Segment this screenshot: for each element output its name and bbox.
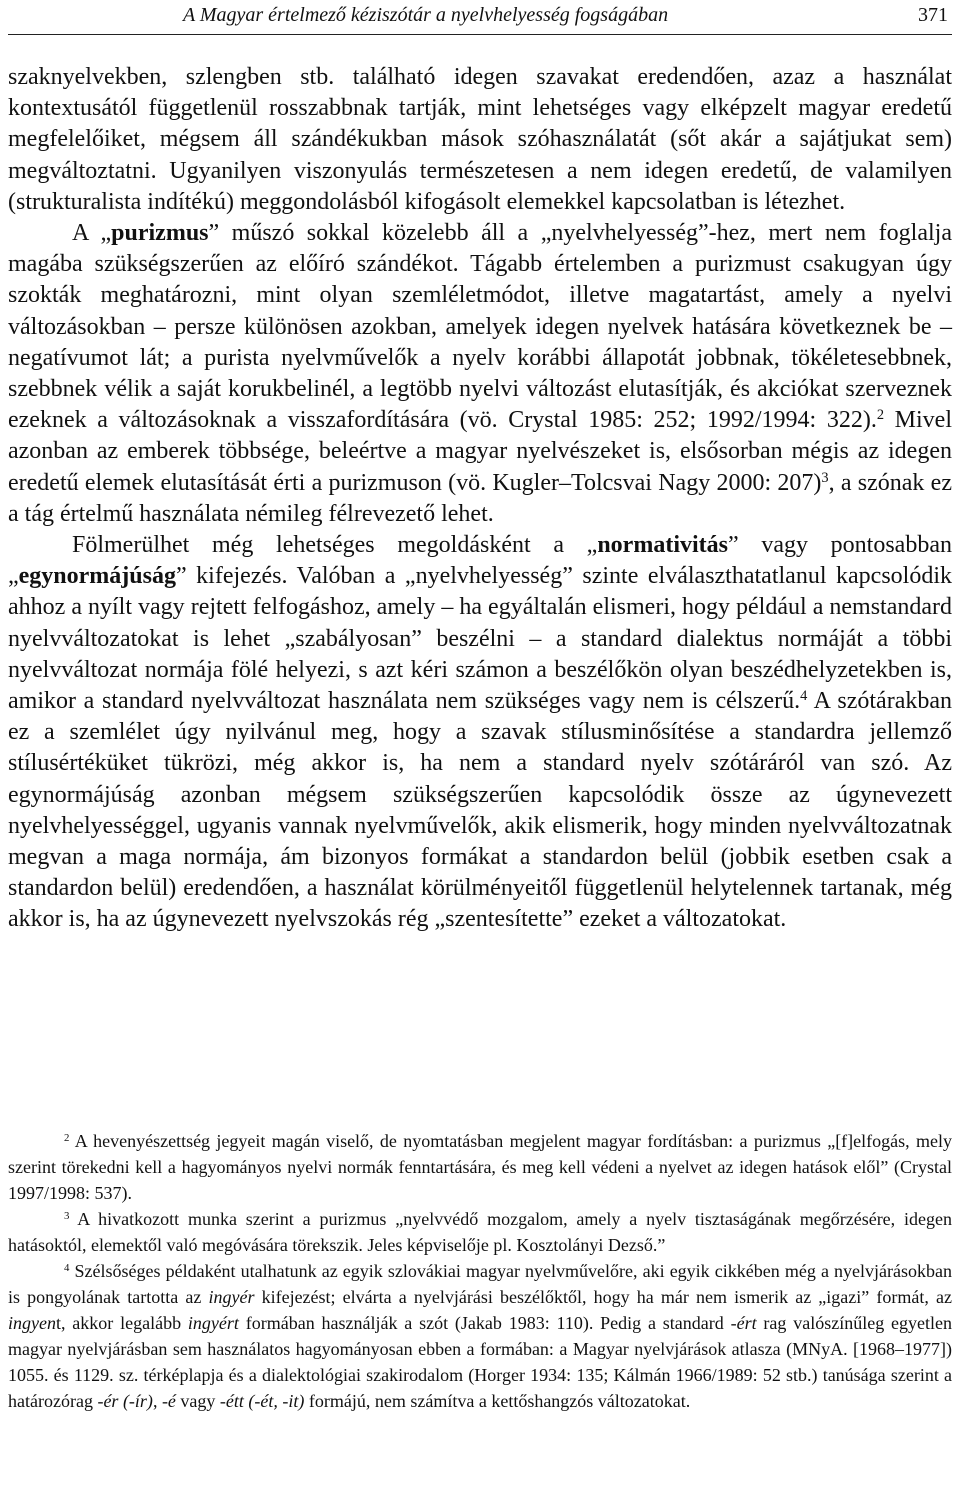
footnote-4 <box>8 1258 952 1414</box>
text-run: Mivel azonban az emberek többsége, beleértve a magyar nyelvészeket is, elsősorban mégis az idegen eredetű elemek elutasítását érti a purizmuson (vö. Kugler–Tolcsvai Nagy 2000: 207) <box>8 407 952 496</box>
italic-term: ingyér <box>208 1287 255 1307</box>
text-run: kifejezést; elvárta a nyelvjárási beszélőktől, hogy ha már nem ismerik az „igazi” formát, az <box>254 1287 952 1307</box>
footnote-ref-2: 2 <box>876 407 885 424</box>
text-run: Fölmerülhet még lehetséges megoldásként a „ <box>72 532 598 559</box>
text-run: ” vagy pontosabban „ <box>8 532 952 590</box>
footnote-number: 2 <box>64 1132 70 1145</box>
text-run: rag valószínűleg egyetlen magyar nyelvjárásban sem használatos hagyományosan ebben a formában: a Magyar nyelvjárások atlasza (MNyA. [1968–1977]) 1055. és 1129. sz. térképlapja és a dialektológiai szakirodalom (Horger 1934: 135; Kálmán 1966/1989: 52 stb.) tanúsága szerint a határozórag <box>8 1313 952 1411</box>
text-run: ” műszó sokkal közelebb áll a „nyelvhelyesség”-hez, mert nem foglalja magába szükségszerűen az előíró szándékot. Tágabb értelemben a purizmust csakugyan úgy szokták meghatározni, mint olyan szemléletmódot, illetve magatartást, amely a nyelvi változásokban – persze különösen azokban, amelyek idegen nyelvek hatására következnek be – negatívumot lát; a purista nyelvművelők a nyelv korábbi állapotát jobbnak, tökéletesebbnek, szebbnek vélik a saját korukbelinél, a legtöbb nyelvi változást elutasítják, és akciókat szerveznek ezeknek a változásoknak a visszafordítására (vö. Crystal 1985: 252; 1992/1994: 322). <box>8 220 952 434</box>
text-run: ” kifejezés. Valóban a „nyelvhelyesség” szinte elválaszthatatlanul kapcsolódik ahhoz a nyílt vagy rejtett felfogáshoz, amely – ha egyáltalán elismeri, hogy például a nemstandard nyelvváltozatokat is lehet „szabályosan” beszélni – a standard dialektus normáját a többi nyelvváltozat normája fölé helyezi, s azt kéri számon a beszélőkön olyan beszédhelyzetekben is, amikor a standard nyelvváltozat használata nem szükséges vagy nem is célszerű. <box>8 563 952 715</box>
text-run: formájú, nem számítva a kettőshangzós változatokat. <box>304 1391 691 1411</box>
running-header <box>8 0 952 35</box>
footnote-number: 3 <box>64 1210 70 1223</box>
paragraph-2 <box>8 218 952 530</box>
footnote-text: A hevenyészettség jegyeit magán viselő, de nyomtatásban megjelent magyar fordításban: a purizmus „[f]elfogás, mely szerint törekedni kell a hagyományos nyelvi normák fenntartására, és meg kell védeni a nyelvet az idegen hatások elől” (Crystal 1997/1998: 537). <box>8 1131 952 1203</box>
term-egynormajusag: egynormájúság <box>18 563 176 590</box>
paragraph-1 <box>8 62 952 218</box>
term-normativitas: normativitás <box>597 532 728 559</box>
italic-term: -é <box>161 1391 176 1411</box>
footnotes <box>8 1128 952 1414</box>
text-run: Szélsőséges példaként utalhatunk az egyik szlovákiai magyar nyelvművelőre, aki egyik cikkében még a nyelvjárásokban is pongyolának tartotta az <box>8 1261 952 1307</box>
page-number: 371 <box>918 4 948 26</box>
footnote-ref-4: 4 <box>800 688 808 705</box>
footnote-2 <box>8 1128 952 1206</box>
text-run: , <box>152 1391 162 1411</box>
paragraph-3 <box>8 530 952 936</box>
paragraph-1-text: szaknyelvekben, szlengben stb. található idegen szavakat eredendően, azaz a használat kontextusától függetlenül rosszabbnak tartják, mint lehetséges vagy elképzelt magyar eredetű megfelelőiket, mégsem áll szándékukban mások szóhasználatát (sőt akár a sajátjukat sem) megváltoztatni. Ugyanilyen viszonyulás természetesen a nem idegen eredetű, de valamilyen (strukturalista indítékú) meggondolásból kifogásolt elemekkel kapcsolatban is létezhet. <box>8 64 952 215</box>
text-run: formában használják a szót (Jakab 1983: 110). Pedig a standard <box>238 1313 731 1333</box>
main-text <box>8 62 952 936</box>
italic-term: ingyért <box>187 1313 239 1333</box>
footnote-3 <box>8 1206 952 1258</box>
italic-term: -ért <box>730 1313 757 1333</box>
italic-term: ingyen <box>8 1313 56 1333</box>
text-run: A szótárakban ez a szemlélet úgy nyilvánul meg, hogy a szavak stílusminősítése a standardra jellemző stílusértéküket tükrözi, még akkor is, ha nem a standard nyelv szótáráról van szó. Az egynormájúság azonban mégsem szükségszerűen kapcsolódik össze az úgynevezett nyelvhelyességgel, ugyanis vannak nyelvművelők, akik elismerik, hogy minden nyelvváltozatnak megvan a maga normája, ám bizonyos formákat a standardon belül (jobbik esetben csak a standardon belül) eredendően, a használat körülményeitől függetlenül helytelennek tartanak, még akkor is, ha az úgynevezett nyelvszokás rég „szentesítette” ezeket a változatokat. <box>8 688 952 933</box>
footnote-text: A hivatkozott munka szerint a purizmus „nyelvvédő mozgalom, amely a nyelv tisztaságának megőrzésére, idegen hatásoktól, elemektől való megóvására törekszik. Jeles képviselője pl. Kosztolányi Dezső.” <box>8 1209 952 1255</box>
text-run: t, akkor legalább <box>55 1313 188 1333</box>
text-run: , a szónak ez a tág értelmű használata némileg félrevezető lehet. <box>8 469 952 527</box>
footnote-ref-3: 3 <box>821 469 829 486</box>
footnote-number: 4 <box>64 1262 70 1275</box>
term-purizmus: purizmus <box>111 220 209 247</box>
text-run: A „ <box>72 220 112 247</box>
italic-term: -étt (-ét, -it) <box>219 1391 305 1411</box>
running-header-title: A Magyar értelmező kéziszótár a nyelvhelyesség fogságában <box>183 4 669 26</box>
italic-term: -ér (-ír) <box>97 1391 153 1411</box>
text-run: vagy <box>175 1391 220 1411</box>
